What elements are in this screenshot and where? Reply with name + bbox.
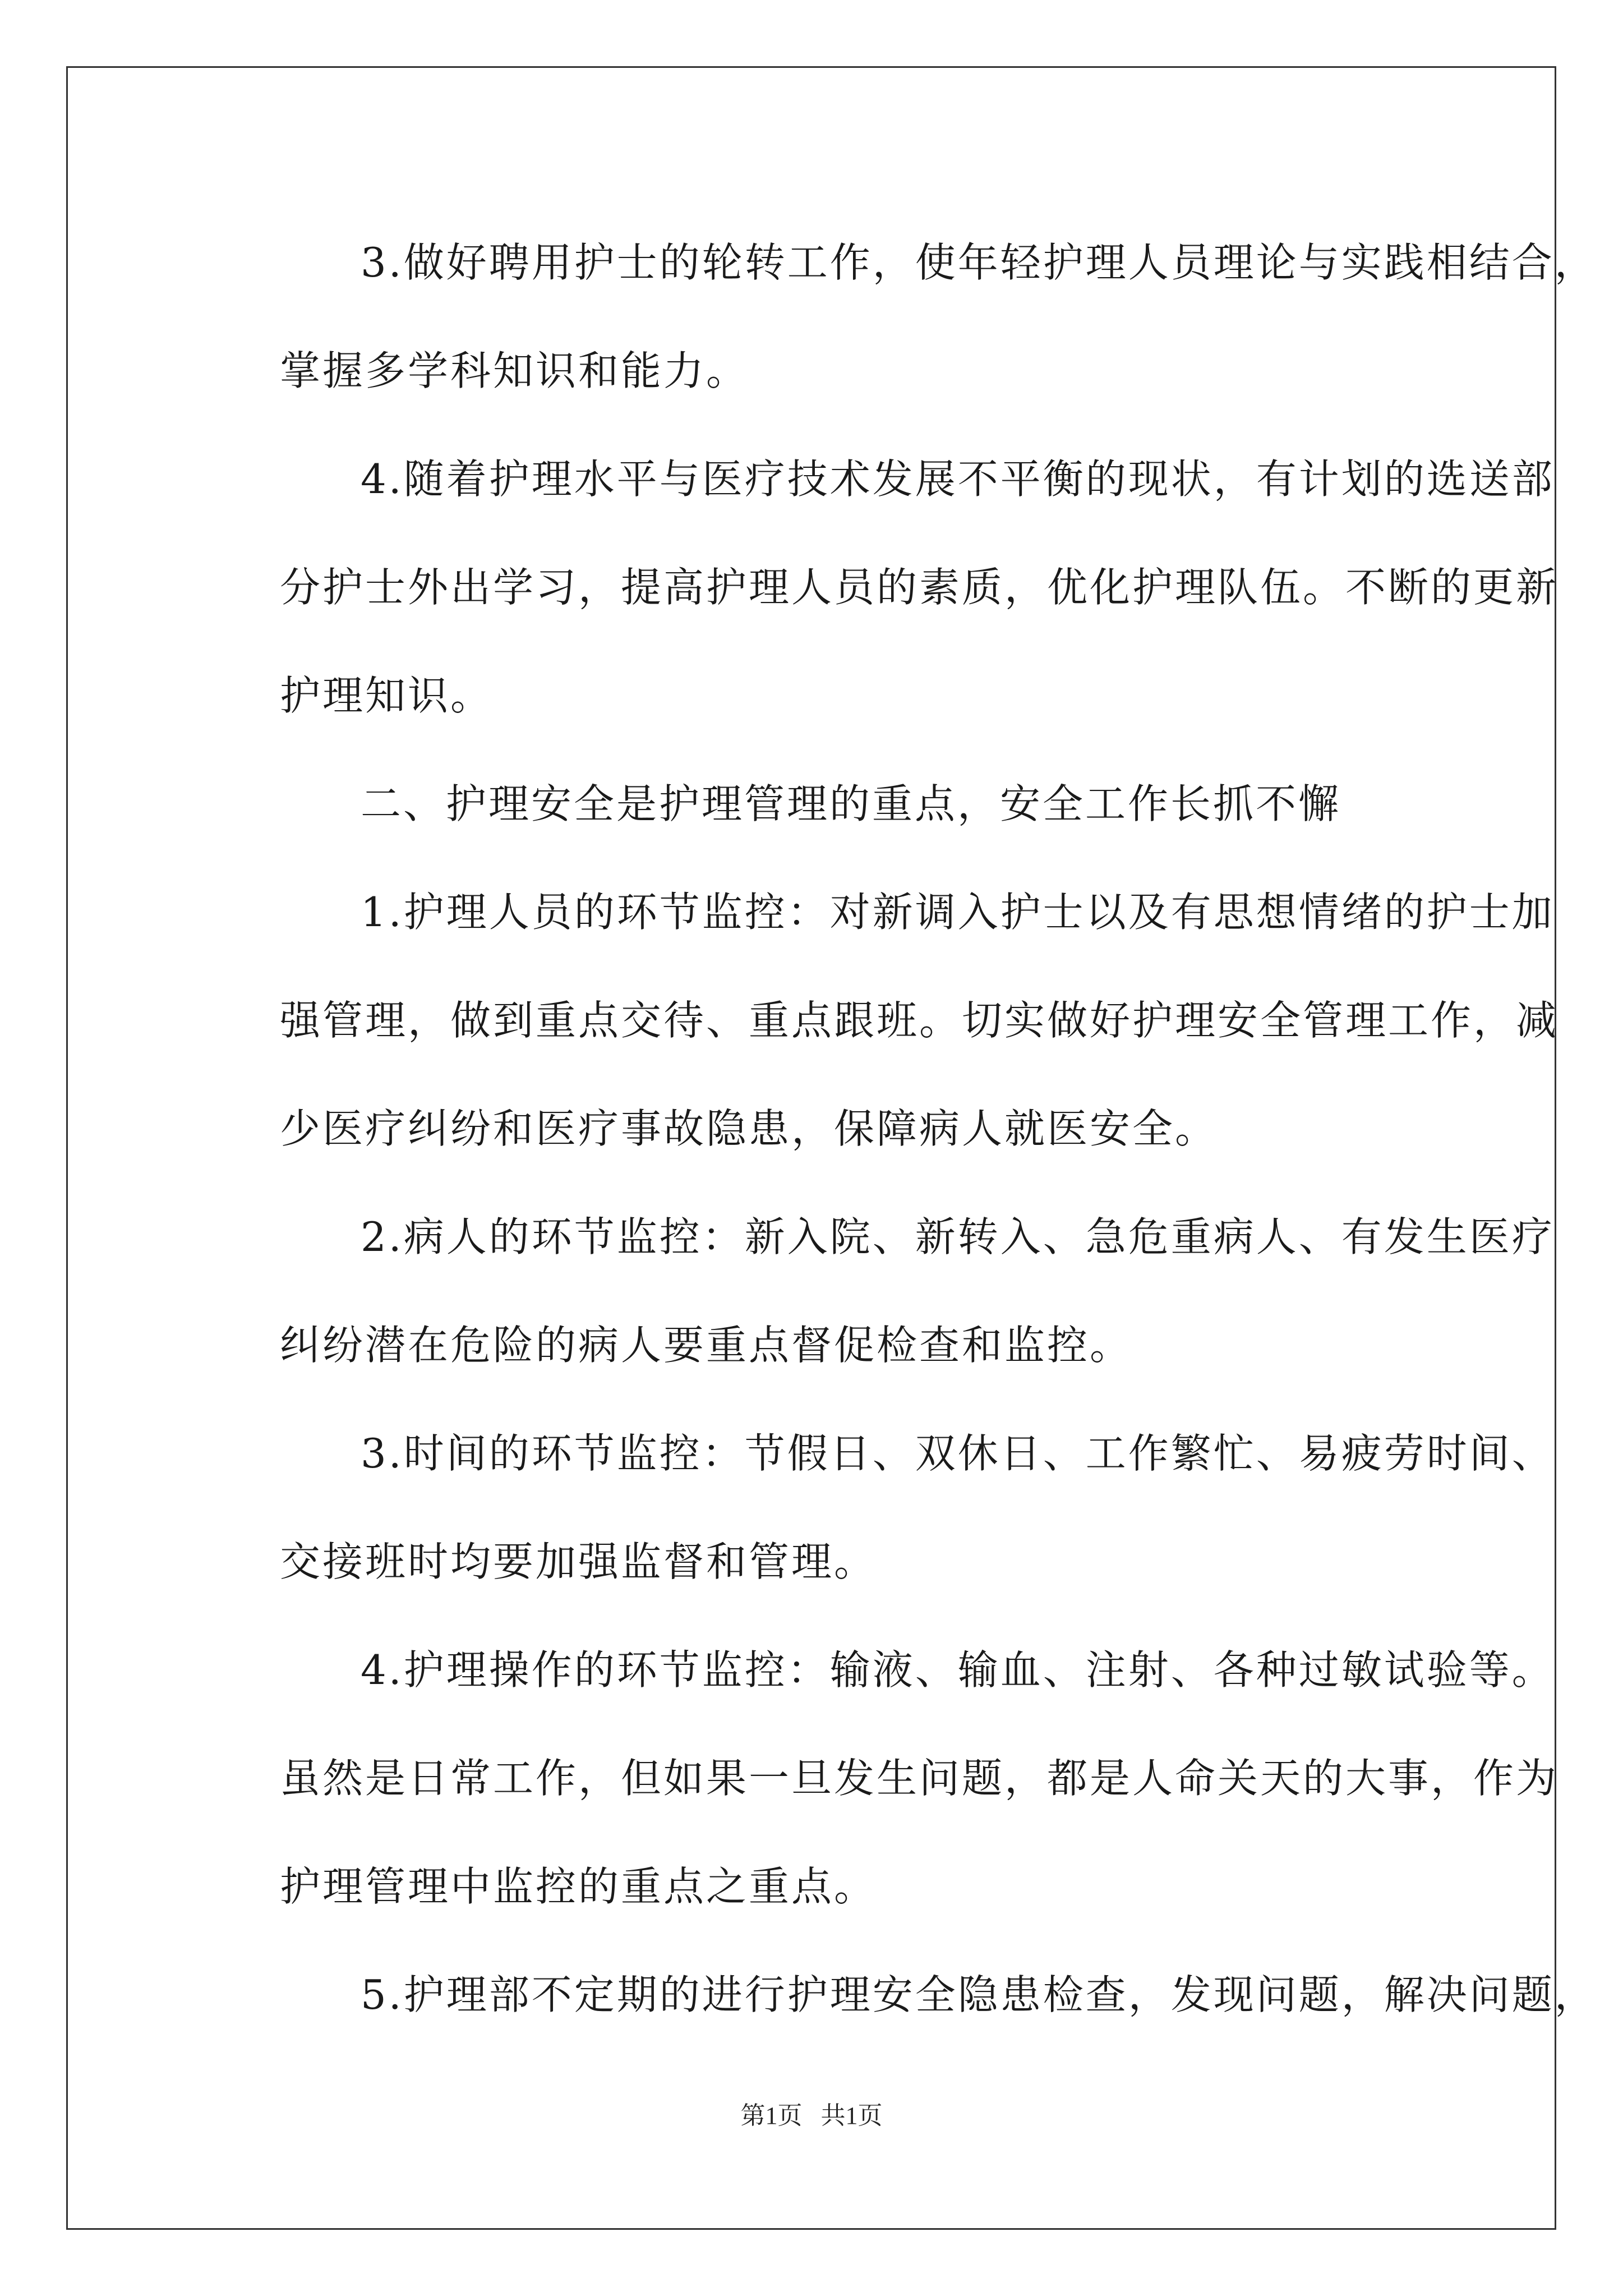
text-line: 分护士外出学习，提高护理人员的素质，优化护理队伍。不断的更新 [280, 564, 1559, 611]
text-line: 交接班时均要加强监督和管理。 [280, 1538, 877, 1585]
text-line: 3.做好聘用护士的轮转工作，使年轻护理人员理论与实践相结合， [361, 239, 1597, 286]
page-total: 共1页 [820, 2102, 883, 2129]
document-body [199, 209, 1597, 2049]
text-line: 4.随着护理水平与医疗技术发展不平衡的现状，有计划的选送部 [361, 455, 1555, 503]
text-line: 少医疗纠纷和医疗事故隐患，保障病人就医安全。 [280, 1105, 1218, 1152]
text-line: 3.时间的环节监控：节假日、双休日、工作繁忙、易疲劳时间、 [361, 1430, 1555, 1477]
paragraph-7 [199, 1941, 1597, 2049]
text-line: 强管理，做到重点交待、重点跟班。切实做好护理安全管理工作，减 [280, 997, 1559, 1044]
paragraph-1 [199, 209, 1597, 425]
text-line: 2.病人的环节监控：新入院、新转入、急危重病人、有发生医疗 [361, 1213, 1555, 1260]
paragraph-2 [199, 425, 1559, 750]
text-line: 护理管理中监控的重点之重点。 [280, 1863, 877, 1910]
page-footer [0, 2095, 1623, 2131]
paragraph-4 [199, 1183, 1555, 1400]
paragraph-6 [199, 1616, 1559, 1941]
paragraph-3 [199, 858, 1559, 1183]
paragraph-5 [199, 1400, 1555, 1616]
text-line: 掌握多学科知识和能力。 [280, 347, 749, 394]
page-number: 第1页 [740, 2102, 803, 2129]
text-line: 虽然是日常工作，但如果一旦发生问题，都是人命关天的大事，作为 [280, 1755, 1559, 1802]
text-line: 1.护理人员的环节监控：对新调入护士以及有思想情绪的护士加 [361, 889, 1555, 936]
text-line: 4.护理操作的环节监控：输液、输血、注射、各种过敏试验等。 [361, 1646, 1555, 1694]
section-heading [199, 750, 1433, 858]
text-line: 纠纷潜在危险的病人要重点督促检查和监控。 [280, 1322, 1133, 1369]
text-line: 5.护理部不定期的进行护理安全隐患检查，发现问题，解决问题， [361, 1971, 1597, 2018]
text-line: 护理知识。 [280, 672, 494, 719]
text-line: 二、护理安全是护理管理的重点，安全工作长抓不懈 [361, 780, 1341, 827]
